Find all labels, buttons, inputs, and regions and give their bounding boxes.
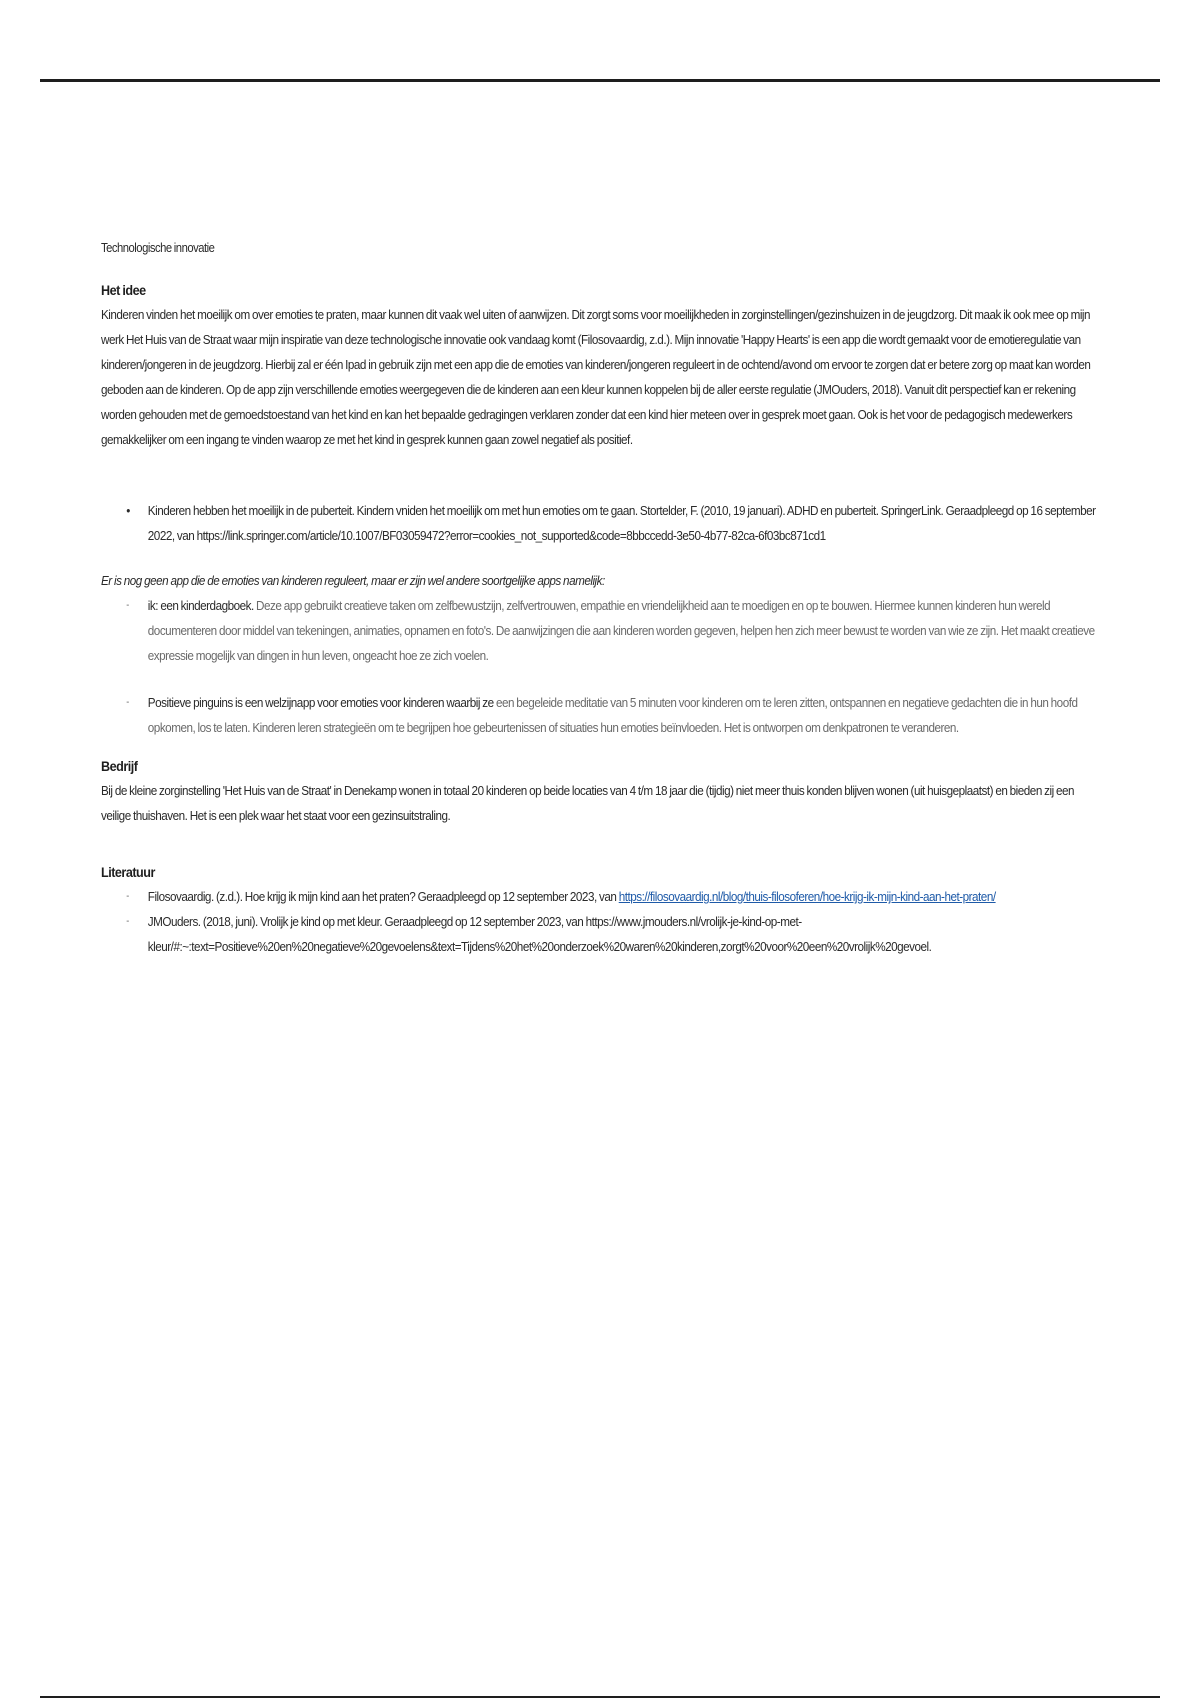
heading-het-idee: Het idee: [101, 282, 146, 298]
section-literatuur: [101, 860, 1101, 959]
heading-literatuur: Literatuur: [101, 864, 155, 880]
bullet-text: Kinderen hebben het moeilijk in de puberteit. Kindern vniden het moeilijk om met hun emoties om te gaan. Stortelder, F. (2010, 19 januari). ADHD en puberteit. SpringerLink. Geraadpleegd op 16 september 2022, van https://link.springer.com/article/10.1007/BF03059472?error=cookies_not_supported&code=8bbccedd-3e50-4b77-82ca-6f03bc871cd1: [147, 503, 1096, 543]
list-item: [101, 690, 1101, 740]
list-item: [101, 909, 1101, 959]
dash-symbol: -: [126, 600, 129, 611]
reference-link[interactable]: https://filosovaardig.nl/blog/thuis-filosoferen/hoe-krijg-ik-mijn-kind-aan-het-praten/: [618, 889, 996, 904]
list-item: [101, 498, 1101, 548]
heading-bedrijf: Bedrijf: [101, 758, 138, 774]
paragraph-het-idee: Kinderen vinden het moeilijk om over emoties te praten, maar kunnen dit vaak wel uiten of aanwijzen. Dit zorgt soms voor moeilijkheden in zorginstellingen/gezinshuizen in de jeugdzorg. Dit maak ik ook mee op mijn werk Het Huis van de Straat waar mijn inspiratie van deze technologische innovatie ook vandaag komt (Filosovaardig, z.d.). Mijn innovatie 'Happy Hearts' is een app die wordt gemaakt voor de emotieregulatie van kinderen/jongeren in de jeugdzorg. Hierbij zal er één Ipad in gebruik zijn met een app die de emoties van kinderen/jongeren reguleert in de ochtend/avond om ervoor te zorgen dat er betere zorg op maat kan worden geboden aan de kinderen. Op de app zijn verschillende emoties weergegeven die de kinderen aan een kleur kunnen koppelen bij de aller eerste regulatie (JMOuders, 2018). Vanuit dit perspectief kan er rekening worden gehouden met de gemoedstoestand van het kind en kan het bepaalde gedragingen verklaren zonder dat een kind hier meteen over in gesprek moet gaan. Ook is het voor de pedagogisch medewerkers gemakkelijker om een ingang te vinden waarop ze met het kind in gesprek kunnen gaan zowel negatief als positief.: [101, 307, 1091, 447]
paragraph-bedrijf: Bij de kleine zorginstelling 'Het Huis van de Straat' in Denekamp wonen in totaal 20 kinderen op beide locaties van 4 t/m 18 jaar die (tijdig) niet meer thuis konden blijven wonen (uit huisgeplaatst) en bieden zij een veilige thuishaven. Het is een plek waar het staat voor een gezinsuitstraling.: [101, 783, 1075, 823]
bullet-symbol: •: [126, 503, 130, 518]
app-description: Deze app gebruikt creatieve taken om zelfbewustzijn, zelfvertrouwen, empathie en vriendelijkheid aan te moedigen en op te bouwen. Hiermee kunnen kinderen hun wereld documenteren door middel van tekeningen, animaties, opnamen en foto's. De aanwijzingen die aan kinderen worden gegeven, helpen hen zich meer bewust te worden van wie ze zijn. Het maakt creatieve expressie mogelijk van dingen in hun leven, ongeacht hoe ze zich voelen.: [147, 598, 1095, 663]
document-label: Technologische innovatie: [101, 241, 215, 255]
section-het-idee: [101, 278, 1101, 452]
list-item: [101, 593, 1101, 668]
bottom-rule: [40, 1696, 1160, 1698]
references-list: [101, 884, 1101, 959]
top-rule: [40, 79, 1160, 82]
app-description: een begeleide meditatie van 5 minuten voor kinderen om te leren zitten, ontspannen en negatieve gedachten die in hun hoofd opkomen, los te laten. Kinderen leren strategieën om te begrijpen hoe gebeurtenissen of situaties hun emoties beïnvloeden. Het is ontworpen om denkpatronen te veranderen.: [147, 695, 1078, 735]
apps-list: [101, 593, 1101, 740]
list-item: [101, 884, 1101, 909]
dash-symbol: -: [126, 916, 129, 927]
dash-symbol: -: [126, 697, 129, 708]
main-bullet-list: [101, 498, 1101, 548]
reference-text: Filosovaardig. (z.d.). Hoe krijg ik mijn kind aan het praten? Geraadpleegd op 12 september 2023, van: [147, 889, 619, 904]
app-lead: ik: een kinderdagboek.: [147, 598, 254, 613]
dash-symbol: -: [126, 891, 129, 902]
reference-text: JMOuders. (2018, juni). Vrolijk je kind op met kleur. Geraadpleegd op 12 september 2023, van https://www.jmouders.nl/vrolijk-je-kind-op-met-kleur/#:~:text=Positieve%20en%20negatieve%20gevoelens&text=Tijdens%20het%20onderzoek%20waren%20kinderen,zorgt%20voor%20een%20vrolijk%20gevoel.: [147, 914, 932, 954]
document-body: [101, 238, 1101, 959]
section-bedrijf: [101, 754, 1101, 828]
apps-intro: Er is nog geen app die de emoties van kinderen reguleert, maar er zijn wel andere soortgelijke apps namelijk:: [101, 573, 605, 588]
app-lead: Positieve pinguins is een welzijnapp voor emoties voor kinderen waarbij ze: [147, 695, 494, 710]
